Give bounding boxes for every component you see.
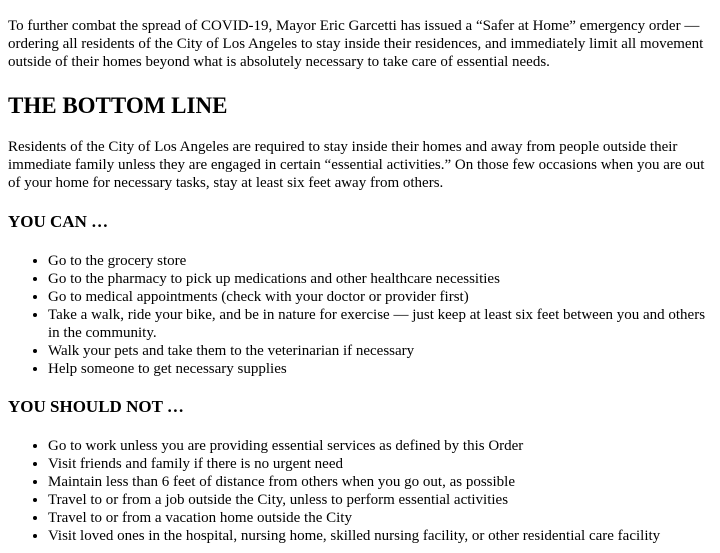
bottom-line-heading: THE BOTTOM LINE [8, 93, 228, 118]
intro-paragraph: To further combat the spread of COVID-19, Mayor Eric Garcetti has issued a “Safer at Home” emergency order — ordering all residents of the City of Los Angeles to stay inside their residences, and immediately limit all movement outside of their homes beyond what is absolutely necessary to take care of essential needs. [8, 18, 704, 70]
list-item: • Visit loved ones in the hospital, nursing home, skilled nursing facility, or other residential care facility [48, 527, 712, 545]
list-item: • Go to the pharmacy to pick up medications and other healthcare necessities [48, 270, 712, 288]
you-can-list [8, 252, 712, 378]
list-item: • Travel to or from a vacation home outside the City [48, 509, 712, 527]
list-item: • Help someone to get necessary supplies [48, 360, 712, 378]
list-item: • Go to work unless you are providing essential services as defined by this Order [48, 437, 712, 455]
list-item: • Take a walk, ride your bike, and be in nature for exercise — just keep at least six feet between you and others in the community. [48, 306, 712, 342]
you-can-heading: YOU CAN … [8, 212, 109, 231]
list-item: • Visit friends and family if there is no urgent need [48, 455, 712, 473]
list-item: • Go to the grocery store [48, 252, 712, 270]
you-should-not-list [8, 437, 712, 545]
list-item: • Maintain less than 6 feet of distance from others when you go out, as possible [48, 473, 712, 491]
you-should-not-heading: YOU SHOULD NOT … [8, 397, 184, 416]
bottom-line-paragraph: Residents of the City of Los Angeles are required to stay inside their homes and away from people outside their immediate family unless they are engaged in certain “essential activities.” On those few occasions when you are out of your home for necessary tasks, stay at least six feet away from others. [8, 139, 705, 191]
list-item: • Go to medical appointments (check with your doctor or provider first) [48, 288, 712, 306]
list-item: • Travel to or from a job outside the City, unless to perform essential activities [48, 491, 712, 509]
list-item: • Walk your pets and take them to the veterinarian if necessary [48, 342, 712, 360]
